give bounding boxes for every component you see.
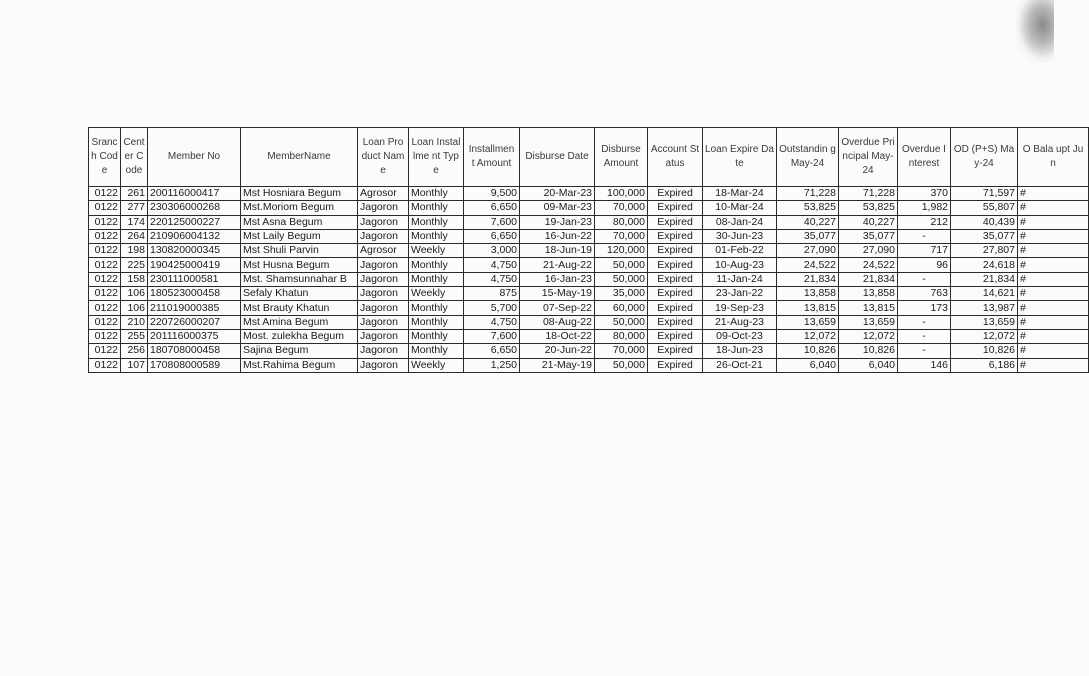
table-cell: 212 (898, 215, 951, 229)
table-cell: Jagoron (358, 329, 409, 343)
table-cell: Mst. Shamsunnahar B (241, 272, 358, 286)
table-cell: 4,750 (464, 272, 520, 286)
table-cell: 261 (121, 187, 148, 201)
table-cell: 71,228 (777, 187, 839, 201)
table-cell: Mst Brauty Khatun (241, 301, 358, 315)
table-row (89, 301, 1089, 315)
table-row (89, 272, 1089, 286)
table-cell: 20-Jun-22 (520, 344, 595, 358)
table-cell: # (1018, 258, 1089, 272)
table-cell: 40,227 (839, 215, 898, 229)
table-cell: - (898, 344, 951, 358)
table-cell: 23-Jan-22 (703, 287, 777, 301)
table-cell: - (898, 315, 951, 329)
table-cell: - (898, 329, 951, 343)
table-cell: 70,000 (595, 344, 648, 358)
table-cell: Mst.Rahima Begum (241, 358, 358, 372)
table-cell: Monthly (409, 315, 464, 329)
table-cell: 210 (121, 315, 148, 329)
table-cell: Monthly (409, 258, 464, 272)
table-cell: 10,826 (777, 344, 839, 358)
column-header: Member No (148, 128, 241, 187)
table-cell: 370 (898, 187, 951, 201)
column-header: Disburse Amount (595, 128, 648, 187)
table-cell: 875 (464, 287, 520, 301)
table-cell: 14,621 (951, 287, 1018, 301)
table-cell: 264 (121, 229, 148, 243)
column-header: Account Status (648, 128, 703, 187)
table-cell: 30-Jun-23 (703, 229, 777, 243)
table-cell: 07-Sep-22 (520, 301, 595, 315)
table-cell: 220726000207 (148, 315, 241, 329)
table-cell: 0122 (89, 187, 121, 201)
table-cell: 24,522 (777, 258, 839, 272)
table-cell: 0122 (89, 315, 121, 329)
table-cell: 21,834 (839, 272, 898, 286)
table-cell: 201116000375 (148, 329, 241, 343)
table-cell: Jagoron (358, 272, 409, 286)
table-cell: 16-Jan-23 (520, 272, 595, 286)
table-cell: 180708000458 (148, 344, 241, 358)
table-cell: 255 (121, 329, 148, 343)
table-cell: 6,040 (777, 358, 839, 372)
table-cell: Expired (648, 187, 703, 201)
table-cell: 18-Mar-24 (703, 187, 777, 201)
table-cell: 35,077 (951, 229, 1018, 243)
table-cell: 09-Mar-23 (520, 201, 595, 215)
table-cell: 50,000 (595, 358, 648, 372)
table-cell: Jagoron (358, 358, 409, 372)
table-row (89, 358, 1089, 372)
table-cell: 106 (121, 287, 148, 301)
table-cell: Monthly (409, 272, 464, 286)
table-cell: 26-Oct-21 (703, 358, 777, 372)
table-cell: 190425000419 (148, 258, 241, 272)
table-cell: 27,090 (839, 244, 898, 258)
table-cell: Expired (648, 272, 703, 286)
table-row (89, 315, 1089, 329)
table-cell: 0122 (89, 358, 121, 372)
table-cell: 80,000 (595, 329, 648, 343)
table-cell: 220125000227 (148, 215, 241, 229)
table-row (89, 258, 1089, 272)
table-cell: Mst Hosniara Begum (241, 187, 358, 201)
column-header: MemberName (241, 128, 358, 187)
table-cell: Monthly (409, 329, 464, 343)
table-cell: Jagoron (358, 287, 409, 301)
table-cell: 40,439 (951, 215, 1018, 229)
table-cell: 0122 (89, 258, 121, 272)
table-cell: Weekly (409, 244, 464, 258)
table-body (89, 187, 1089, 373)
table-cell: 80,000 (595, 215, 648, 229)
table-cell: 24,522 (839, 258, 898, 272)
table-cell: # (1018, 287, 1089, 301)
table-cell: 19-Sep-23 (703, 301, 777, 315)
table-cell: 6,650 (464, 344, 520, 358)
table-cell: Mst Amina Begum (241, 315, 358, 329)
column-header: Outstandin g May-24 (777, 128, 839, 187)
table-cell: 120,000 (595, 244, 648, 258)
table-cell: 173 (898, 301, 951, 315)
table-cell: Mst Shuli Parvin (241, 244, 358, 258)
table-cell: 60,000 (595, 301, 648, 315)
table-cell: 53,825 (839, 201, 898, 215)
table-cell: 21-Aug-22 (520, 258, 595, 272)
table-cell: 19-Jan-23 (520, 215, 595, 229)
table-cell: Mst Laily Begum (241, 229, 358, 243)
table-cell: 27,807 (951, 244, 1018, 258)
table-cell: 08-Jan-24 (703, 215, 777, 229)
table-cell: - (898, 272, 951, 286)
table-cell: 13,815 (777, 301, 839, 315)
table-cell: 1,982 (898, 201, 951, 215)
loan-table (88, 127, 1089, 373)
table-cell: 107 (121, 358, 148, 372)
table-cell: 0122 (89, 272, 121, 286)
table-cell: Monthly (409, 201, 464, 215)
table-cell: 174 (121, 215, 148, 229)
table-cell: 35,077 (839, 229, 898, 243)
table-cell: 3,000 (464, 244, 520, 258)
table-cell: Agrosor (358, 244, 409, 258)
table-cell: 21,834 (777, 272, 839, 286)
table-cell: 230306000268 (148, 201, 241, 215)
table-cell: 0122 (89, 215, 121, 229)
table-cell: 130820000345 (148, 244, 241, 258)
table-cell: 9,500 (464, 187, 520, 201)
table-cell: 08-Aug-22 (520, 315, 595, 329)
table-cell: 01-Feb-22 (703, 244, 777, 258)
column-header: Loan Product Name (358, 128, 409, 187)
table-cell: 71,597 (951, 187, 1018, 201)
table-cell: Jagoron (358, 215, 409, 229)
table-cell: 50,000 (595, 315, 648, 329)
column-header: Installmen t Amount (464, 128, 520, 187)
table-cell: Expired (648, 201, 703, 215)
table-row (89, 287, 1089, 301)
table-cell: # (1018, 344, 1089, 358)
column-header: Overdue Interest (898, 128, 951, 187)
table-cell: 10-Aug-23 (703, 258, 777, 272)
table-cell: Jagoron (358, 229, 409, 243)
table-cell: Expired (648, 329, 703, 343)
table-cell: 20-Mar-23 (520, 187, 595, 201)
table-cell: 09-Oct-23 (703, 329, 777, 343)
table-cell: 10-Mar-24 (703, 201, 777, 215)
table-cell: 200116000417 (148, 187, 241, 201)
table-cell: # (1018, 329, 1089, 343)
table-cell: 6,040 (839, 358, 898, 372)
column-header: Disburse Date (520, 128, 595, 187)
table-cell: 50,000 (595, 258, 648, 272)
table-cell: 13,858 (777, 287, 839, 301)
column-header: Loan Expire Date (703, 128, 777, 187)
table-cell: 0122 (89, 329, 121, 343)
table-cell: 27,090 (777, 244, 839, 258)
table-cell: Monthly (409, 301, 464, 315)
table-cell: # (1018, 301, 1089, 315)
table-cell: 70,000 (595, 229, 648, 243)
table-cell: 21,834 (951, 272, 1018, 286)
table-cell: # (1018, 244, 1089, 258)
table-cell: 1,250 (464, 358, 520, 372)
table-cell: 24,618 (951, 258, 1018, 272)
table-row (89, 344, 1089, 358)
table-cell: 16-Jun-22 (520, 229, 595, 243)
table-cell: 256 (121, 344, 148, 358)
table-cell: # (1018, 187, 1089, 201)
table-cell: 11-Jan-24 (703, 272, 777, 286)
table-cell: 13,659 (777, 315, 839, 329)
table-cell: 763 (898, 287, 951, 301)
table-row (89, 215, 1089, 229)
table-cell: 18-Jun-23 (703, 344, 777, 358)
table-cell: 10,826 (951, 344, 1018, 358)
table-cell: Monthly (409, 229, 464, 243)
table-cell: 71,228 (839, 187, 898, 201)
table-cell: Monthly (409, 215, 464, 229)
table-cell: 21-May-19 (520, 358, 595, 372)
table-cell: Expired (648, 258, 703, 272)
table-cell: Mst Asna Begum (241, 215, 358, 229)
table-cell: 158 (121, 272, 148, 286)
table-cell: Expired (648, 344, 703, 358)
table-cell: 6,186 (951, 358, 1018, 372)
table-cell: 12,072 (951, 329, 1018, 343)
table-cell: 106 (121, 301, 148, 315)
table-cell: 180523000458 (148, 287, 241, 301)
table-cell: # (1018, 229, 1089, 243)
table-cell: 13,815 (839, 301, 898, 315)
table-cell: # (1018, 201, 1089, 215)
table-cell: # (1018, 358, 1089, 372)
table-cell: 13,987 (951, 301, 1018, 315)
table-cell: 100,000 (595, 187, 648, 201)
table-cell: 717 (898, 244, 951, 258)
table-cell: 6,650 (464, 201, 520, 215)
table-cell: 225 (121, 258, 148, 272)
table-cell: 35,077 (777, 229, 839, 243)
header-row (89, 128, 1089, 187)
table-cell: # (1018, 315, 1089, 329)
table-cell: Expired (648, 301, 703, 315)
table-cell: 35,000 (595, 287, 648, 301)
table-cell: 13,659 (839, 315, 898, 329)
table-cell: Agrosor (358, 187, 409, 201)
table-cell: 146 (898, 358, 951, 372)
table-cell: - (898, 229, 951, 243)
table-cell: Mst.Moriom Begum (241, 201, 358, 215)
table-cell: Expired (648, 358, 703, 372)
table-cell: Expired (648, 315, 703, 329)
table-cell: Expired (648, 229, 703, 243)
table-cell: 0122 (89, 244, 121, 258)
table-row (89, 187, 1089, 201)
table-cell: Jagoron (358, 315, 409, 329)
table-row (89, 329, 1089, 343)
table-row (89, 244, 1089, 258)
table-cell: 12,072 (777, 329, 839, 343)
table-cell: 12,072 (839, 329, 898, 343)
table-cell: 210906004132 (148, 229, 241, 243)
table-cell: 53,825 (777, 201, 839, 215)
table-cell: 0122 (89, 301, 121, 315)
table-cell: Expired (648, 287, 703, 301)
table-cell: 0122 (89, 229, 121, 243)
table-cell: 4,750 (464, 315, 520, 329)
table-cell: # (1018, 215, 1089, 229)
table-cell: 13,858 (839, 287, 898, 301)
column-header: O Bala upt Jun (1018, 128, 1089, 187)
table-cell: 40,227 (777, 215, 839, 229)
table-cell: Weekly (409, 358, 464, 372)
table-cell: Sajina Begum (241, 344, 358, 358)
table-cell: Mst Husna Begum (241, 258, 358, 272)
table-cell: 18-Oct-22 (520, 329, 595, 343)
loan-report-sheet (88, 127, 1084, 390)
table-cell: Monthly (409, 344, 464, 358)
table-cell: 10,826 (839, 344, 898, 358)
table-cell: 230111000581 (148, 272, 241, 286)
table-cell: 277 (121, 201, 148, 215)
table-row (89, 201, 1089, 215)
column-header: Overdue Principal May-24 (839, 128, 898, 187)
table-cell: 7,600 (464, 329, 520, 343)
table-cell: Sefaly Khatun (241, 287, 358, 301)
column-header: Sranc h Code (89, 128, 121, 187)
table-cell: Jagoron (358, 301, 409, 315)
column-header: OD (P+S) May-24 (951, 128, 1018, 187)
table-cell: 211019000385 (148, 301, 241, 315)
table-cell: 6,650 (464, 229, 520, 243)
table-cell: Jagoron (358, 258, 409, 272)
table-row (89, 229, 1089, 243)
table-cell: 198 (121, 244, 148, 258)
table-cell: 50,000 (595, 272, 648, 286)
table-cell: 21-Aug-23 (703, 315, 777, 329)
table-cell: 7,600 (464, 215, 520, 229)
scan-smudge (1016, 0, 1054, 62)
table-cell: 70,000 (595, 201, 648, 215)
table-cell: 55,807 (951, 201, 1018, 215)
table-cell: 0122 (89, 344, 121, 358)
table-cell: Jagoron (358, 201, 409, 215)
table-cell: 0122 (89, 287, 121, 301)
table-cell: 5,700 (464, 301, 520, 315)
column-header: Cent er Code (121, 128, 148, 187)
table-cell: 4,750 (464, 258, 520, 272)
table-cell: 15-May-19 (520, 287, 595, 301)
table-cell: 96 (898, 258, 951, 272)
table-cell: Most. zulekha Begum (241, 329, 358, 343)
table-cell: Jagoron (358, 344, 409, 358)
table-cell: # (1018, 272, 1089, 286)
column-header: Loan Installme nt Type (409, 128, 464, 187)
table-cell: Weekly (409, 287, 464, 301)
table-cell: Expired (648, 215, 703, 229)
table-cell: 0122 (89, 201, 121, 215)
table-cell: 13,659 (951, 315, 1018, 329)
table-cell: 170808000589 (148, 358, 241, 372)
table-cell: Monthly (409, 187, 464, 201)
table-cell: Expired (648, 244, 703, 258)
table-cell: 18-Jun-19 (520, 244, 595, 258)
